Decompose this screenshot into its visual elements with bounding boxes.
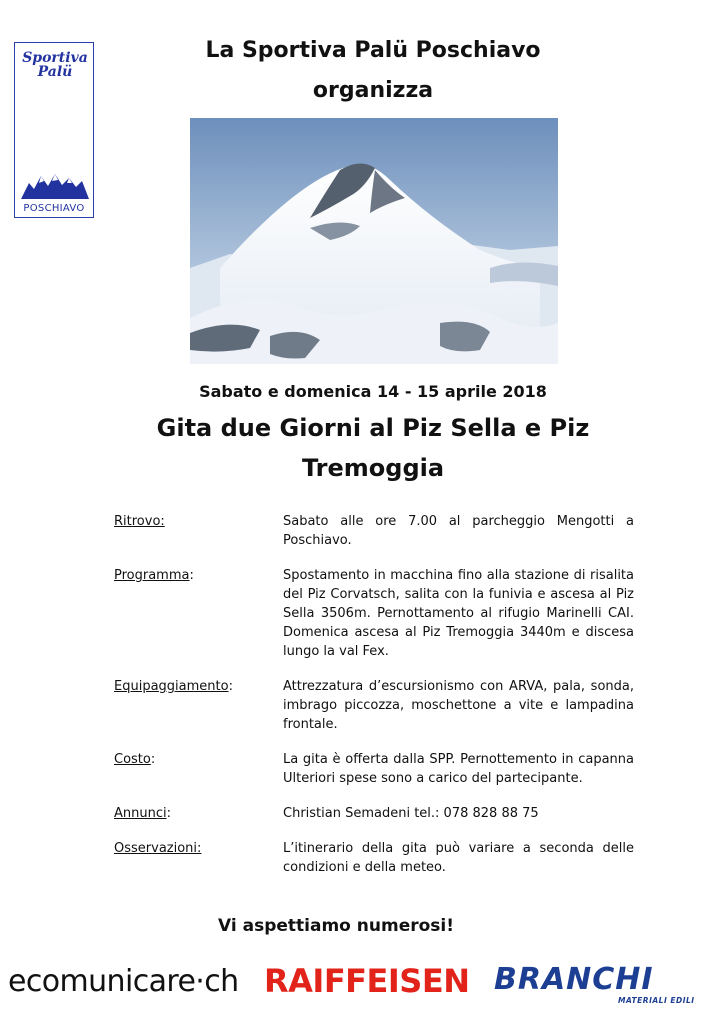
detail-label: Annunci: [114, 806, 167, 821]
detail-value: Sabato alle ore 7.00 al parcheggio Mengotti a Poschiavo.: [283, 514, 634, 548]
detail-label: Equipaggiamento: [114, 679, 229, 694]
sponsor-ecomunicare-logo: ecomunicare·ch: [8, 964, 239, 999]
detail-label: Ritrovo:: [114, 514, 165, 529]
detail-row-programma: [114, 566, 634, 661]
mountain-photo: [190, 118, 558, 364]
mountain-photo-illustration: [190, 118, 558, 364]
detail-value: La gita è offerta dalla SPP. Pernottemento in capanna Ulteriori spese sono a carico del partecipante.: [283, 752, 634, 786]
detail-label-cell: [114, 512, 283, 550]
detail-value: Attrezzatura d’escursionismo con ARVA, pala, sonda, imbrago piccozza, moschettone a vite e lampadina frontale.: [283, 679, 634, 732]
detail-label-cell: [114, 804, 283, 823]
logo-line1: Sportiva: [22, 50, 88, 66]
detail-value: L’itinerario della gita può variare a seconda delle condizioni e della meteo.: [283, 841, 634, 875]
detail-row-costo: [114, 750, 634, 788]
detail-label: Programma: [114, 568, 190, 583]
detail-label-cell: [114, 566, 283, 661]
detail-label: Osservazioni:: [114, 841, 202, 856]
event-details: [114, 512, 634, 877]
sponsor-bar: [8, 960, 716, 1010]
detail-label-suffix: :: [166, 806, 171, 821]
event-title: Gita due Giorni al Piz Sella e Piz Tremoggia: [156, 414, 590, 482]
club-logo: [14, 42, 94, 218]
event-date: Sabato e domenica 14 - 15 aprile 2018: [199, 382, 547, 401]
detail-label-cell: [114, 750, 283, 788]
detail-row-equipaggiamento: [114, 677, 634, 734]
sponsor-branchi-subtitle: MATERIALI EDILI: [618, 996, 695, 1005]
header-organizza: organizza: [312, 78, 434, 103]
detail-label-cell: [114, 839, 283, 877]
detail-row-annunci: [114, 804, 634, 823]
detail-label-suffix: :: [228, 679, 233, 694]
detail-value: Christian Semadeni tel.: 078 828 88 75: [283, 806, 539, 821]
closing-message: Vi aspettiamo numerosi!: [218, 916, 454, 936]
sponsor-branchi-logo: BRANCHI: [494, 962, 654, 997]
logo-wordmark: [19, 51, 91, 79]
detail-value: Spostamento in macchina fino alla stazione di risalita del Piz Corvatsch, salita con la funivia e ascesa al Piz Sella 3506m. Pernottamento al rifugio Marinelli CAI. Domenica ascesa al Piz Tremoggia 3440m e discesa lungo la val Fex.: [283, 568, 634, 659]
mountain-icon: [21, 171, 89, 199]
logo-caption: POSCHIAVO: [23, 203, 85, 214]
header-organizer: La Sportiva Palü Poschiavo: [205, 38, 541, 63]
detail-label-cell: [114, 677, 283, 734]
sponsor-raiffeisen-logo: RAIFFEISEN: [264, 962, 470, 1000]
detail-row-ritrovo: [114, 512, 634, 550]
detail-label: Costo: [114, 752, 151, 767]
logo-line2: Palü: [37, 64, 73, 80]
detail-label-suffix: :: [189, 568, 194, 583]
detail-row-osservazioni: [114, 839, 634, 877]
detail-label-suffix: :: [150, 752, 156, 767]
